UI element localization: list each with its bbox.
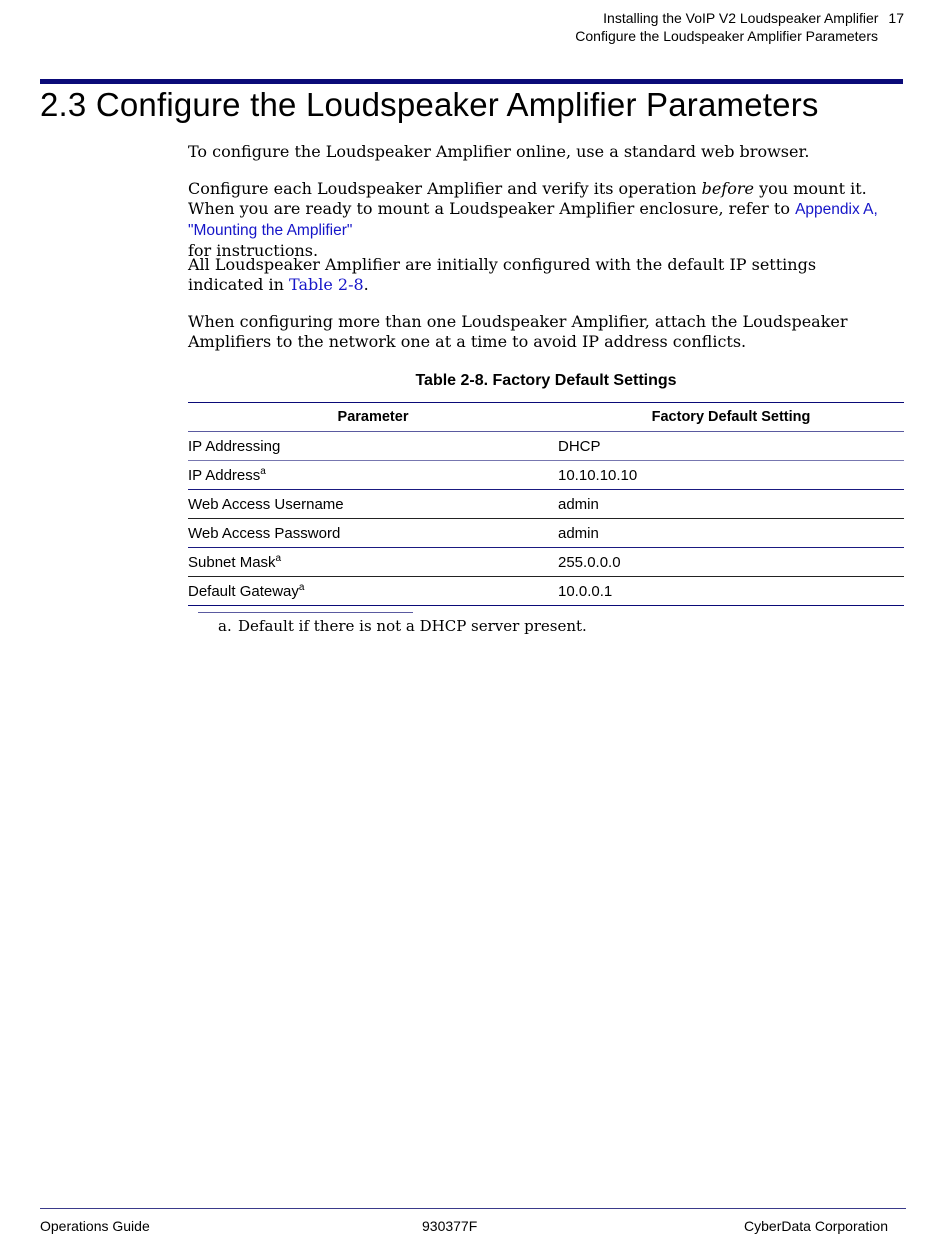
value-cell: admin xyxy=(558,490,904,519)
table-header-row xyxy=(188,403,904,432)
running-header xyxy=(575,9,904,45)
value-cell: 10.10.10.10 xyxy=(558,461,904,490)
page-number: 17 xyxy=(888,10,904,26)
paragraph-4 xyxy=(188,312,904,352)
paragraph-4-text: When configuring more than one Loudspeaker Amplifier, attach the Loudspeaker Amplifiers to the network one at a time to avoid IP address conflicts. xyxy=(188,312,848,351)
table-caption: Table 2-8. Factory Default Settings xyxy=(415,372,677,389)
paragraph-1 xyxy=(188,142,904,162)
parameter-cell: Web Access Username xyxy=(188,490,558,519)
table-row xyxy=(188,519,904,548)
parameter-cell: IP Address$^a$ xyxy=(188,461,558,490)
table-row xyxy=(188,577,904,606)
paragraph-2-part1: Configure each Loudspeaker Amplifier and verify its operation xyxy=(188,179,702,198)
paragraph-1-text: To configure the Loudspeaker Amplifier online, use a standard web browser. xyxy=(188,142,810,161)
footer-document-number: 930377F xyxy=(422,1218,478,1234)
table-row xyxy=(188,461,904,490)
column-header-default-setting: Factory Default Setting xyxy=(558,403,904,432)
footer-company: CyberData Corporation xyxy=(744,1218,888,1234)
column-header-parameter: Parameter xyxy=(188,403,558,432)
footnote-ref: a xyxy=(260,465,266,477)
paragraph-3-part1: All Loudspeaker Amplifier are initially configured with the default IP settings indicated in xyxy=(188,255,817,294)
value-cell: 255.0.0.0 xyxy=(558,548,904,577)
paragraph-2-part2: you mount it. When you are ready to mount a Loudspeaker Amplifier enclosure, refer to xyxy=(188,179,867,218)
table-row xyxy=(188,548,904,577)
parameter-cell: Default Gateway$^a$ xyxy=(188,577,558,606)
appendix-a-link[interactable]: Appendix A, "Mounting the Amplifier" xyxy=(188,201,878,239)
paragraph-3-part2: . xyxy=(363,275,369,294)
value-cell: 10.0.0.1 xyxy=(558,577,904,606)
footnote-marker: a. xyxy=(218,617,232,635)
footer-document-name: Operations Guide xyxy=(40,1218,150,1234)
paragraph-2 xyxy=(188,179,904,261)
factory-defaults-table xyxy=(188,402,904,606)
parameter-cell: Subnet Mask$^a$ xyxy=(188,548,558,577)
section-title: 2.3 Configure the Loudspeaker Amplifier Parameters xyxy=(40,86,819,123)
parameter-cell: IP Addressing xyxy=(188,432,558,461)
paragraph-3 xyxy=(188,255,828,295)
value-cell: DHCP xyxy=(558,432,904,461)
value-cell: admin xyxy=(558,519,904,548)
table-2-8-link[interactable]: Table 2-8 xyxy=(289,275,364,294)
footer-rule xyxy=(40,1208,906,1209)
parameter-cell: Web Access Password xyxy=(188,519,558,548)
paragraph-2-part3: for instructions. xyxy=(188,241,319,260)
footnote-ref: a xyxy=(298,581,305,593)
table-footnote xyxy=(218,616,587,636)
header-section-title: Configure the Loudspeaker Amplifier Parameters xyxy=(575,28,878,44)
footnote-text: Default if there is not a DHCP server present. xyxy=(238,617,587,635)
table-row xyxy=(188,490,904,519)
paragraph-2-emphasis: before xyxy=(701,179,755,198)
footnote-ref: a xyxy=(275,552,282,564)
table-row xyxy=(188,432,904,461)
footnote-rule xyxy=(198,612,413,613)
header-chapter-title: Installing the VoIP V2 Loudspeaker Amplifier xyxy=(603,10,879,26)
